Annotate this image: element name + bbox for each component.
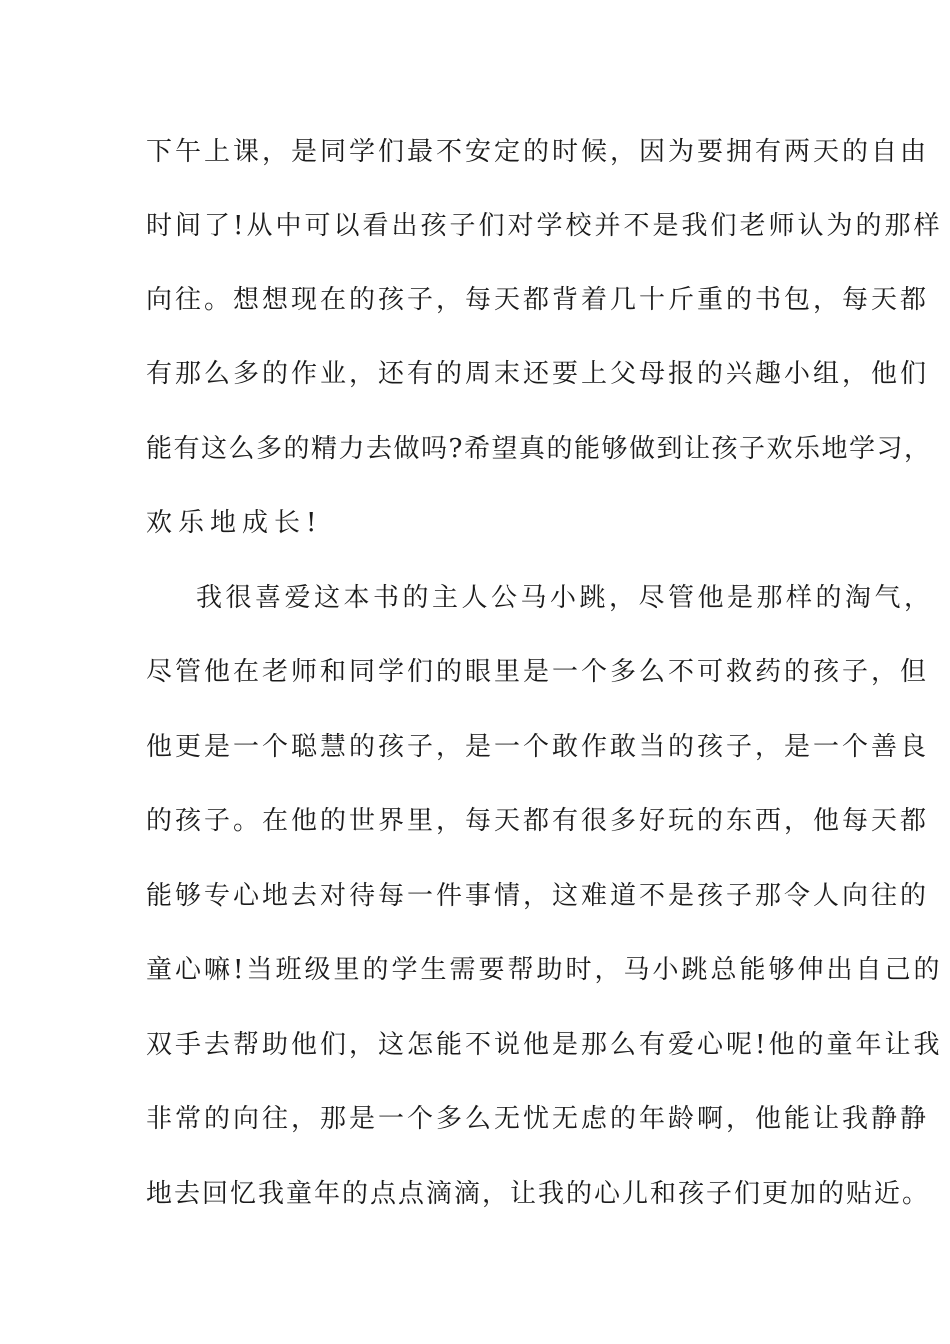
paragraph-line: 尽管他在老师和同学们的眼里是一个多么不可救药的孩子，但 xyxy=(146,657,930,687)
paragraph-line: 地去回忆我童年的点点滴滴，让我的心儿和孩子们更加的贴近。 xyxy=(146,1179,931,1209)
paragraph-line: 非常的向往，那是一个多么无忧无虑的年龄啊，他能让我静静 xyxy=(146,1104,930,1134)
paragraph-line: 向往。想想现在的孩子，每天都背着几十斤重的书包，每天都 xyxy=(146,285,930,315)
paragraph-line: 下午上课，是同学们最不安定的时候，因为要拥有两天的自由 xyxy=(146,137,930,167)
paragraph-line: 能有这么多的精力去做吗?希望真的能够做到让孩子欢乐地学习， xyxy=(146,434,932,464)
paragraph-line: 有那么多的作业，还有的周末还要上父母报的兴趣小组，他们 xyxy=(146,359,930,389)
paragraph-line: 我很喜爱这本书的主人公马小跳，尽管他是那样的淘气， xyxy=(196,583,934,613)
paragraph-line: 的孩子。在他的世界里，每天都有很多好玩的东西，他每天都 xyxy=(146,806,930,836)
paragraph-line: 欢乐地成长! xyxy=(146,508,323,538)
paragraph-line: 时间了!从中可以看出孩子们对学校并不是我们老师认为的那样 xyxy=(146,211,943,241)
paragraph-line: 童心嘛!当班级里的学生需要帮助时，马小跳总能够伸出自己的 xyxy=(146,955,943,985)
paragraph-line: 双手去帮助他们，这怎能不说他是那么有爱心呢!他的童年让我 xyxy=(146,1030,943,1060)
paragraph-line: 他更是一个聪慧的孩子，是一个敢作敢当的孩子，是一个善良 xyxy=(146,732,930,762)
paragraph-line: 能够专心地去对待每一件事情，这难道不是孩子那令人向往的 xyxy=(146,881,930,911)
